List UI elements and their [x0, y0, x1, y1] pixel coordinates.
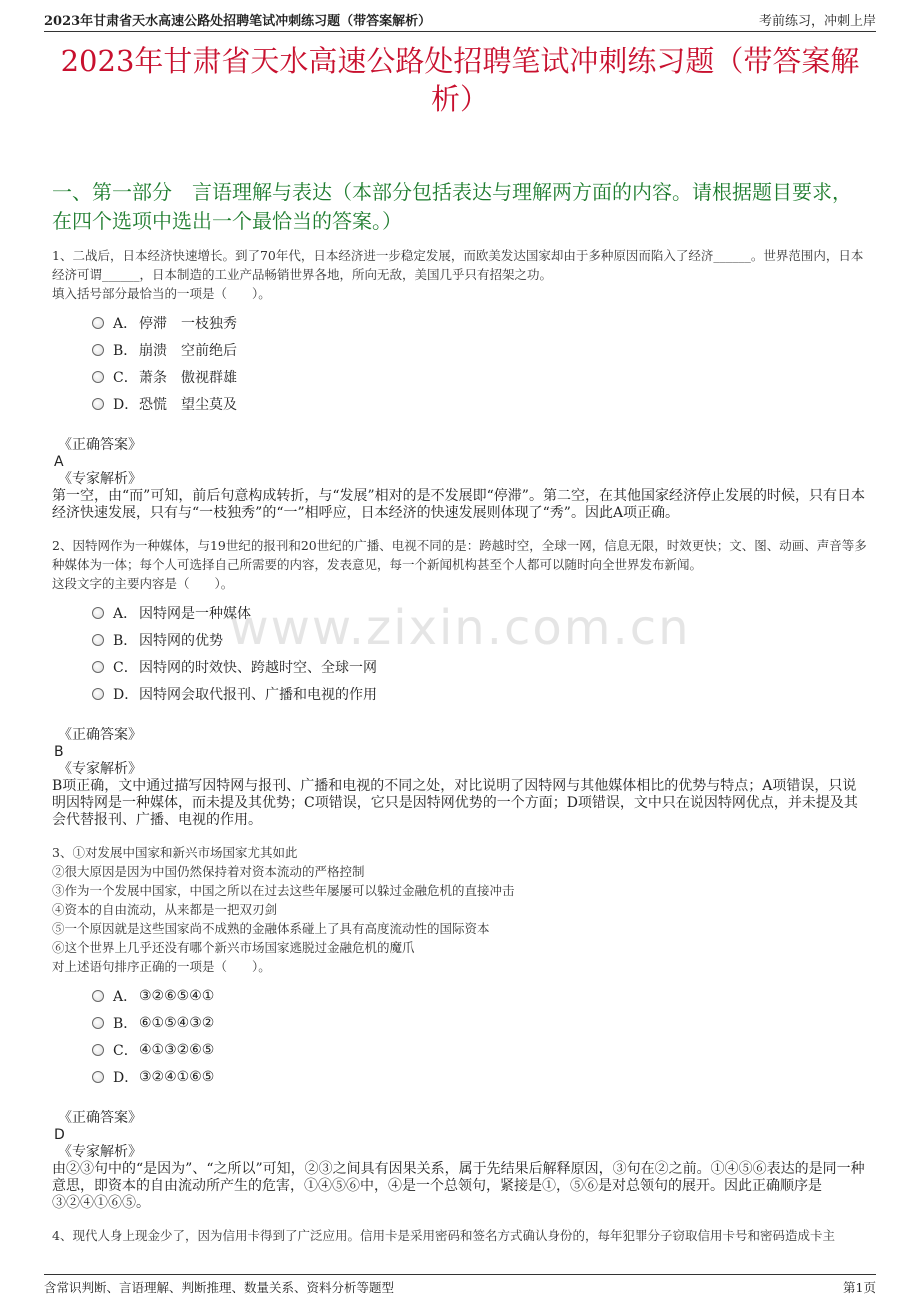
section-heading: 一、第一部分 言语理解与表达（本部分包括表达与理解两方面的内容。请根据题目要求，在四个选项中选出一个最恰当的答案。） [52, 180, 852, 233]
option-text: 因特网的优势 [139, 632, 223, 649]
question-text [52, 843, 868, 976]
question-line: 对上述语句排序正确的一项是（ ）。 [52, 959, 271, 974]
question-text [52, 536, 868, 593]
option-letter: D． [113, 686, 139, 703]
option-letter: C． [113, 659, 138, 676]
option-text: 因特网是一种媒体 [139, 605, 251, 622]
option-text: 停滞 一枝独秀 [139, 315, 237, 332]
page-number: 第1页 [843, 1280, 876, 1295]
analysis-label: 《专家解析》 [58, 1144, 142, 1160]
option-list [92, 599, 868, 707]
answer-block [52, 727, 868, 778]
option-letter: C． [113, 1042, 138, 1059]
radio-icon[interactable] [92, 634, 104, 646]
question-line: ④资本的自由流动，从来都是一把双刃剑 [52, 902, 278, 917]
answer-value: D [54, 1127, 65, 1143]
option-text: ⑥①⑤④③② [139, 1014, 215, 1031]
radio-icon[interactable] [92, 1044, 104, 1056]
watermark: www.zixin.com.cn [229, 600, 691, 656]
option-item[interactable] [92, 336, 868, 363]
question-line: 2、因特网作为一种媒体，与19世纪的报刊和20世纪的广播、电视不同的是：跨越时空，全球一网，信息无限，时效更快；文、图、动画、声音等多种媒体为一体；每个人可选择自己所需要的内容，发表意见，每一个新闻机构甚至个人都可以随时向全世界发布新闻。 [52, 538, 867, 572]
option-item[interactable] [92, 390, 868, 417]
analysis-text: B项正确，文中通过描写因特网与报刊、广播和电视的不同之处，对比说明了因特网与其他媒体相比的优势与特点；A项错误，只说明因特网是一种媒体，而未提及其优势；C项错误，它只是因特网优势的一个方面；D项错误，文中只在说因特网优点，并未提及其会代替报刊、广播、电视的作用。 [52, 778, 858, 828]
option-item[interactable] [92, 680, 868, 707]
question-line: ②很大原因是因为中国仍然保持着对资本流动的严格控制 [52, 864, 365, 879]
option-item[interactable] [92, 363, 868, 390]
option-text: 崩溃 空前绝后 [139, 342, 237, 359]
option-text: 因特网会取代报刊、广播和电视的作用 [139, 686, 377, 703]
page-footer [44, 1274, 876, 1294]
analysis-label: 《专家解析》 [58, 761, 142, 777]
document-title: 2023年甘肃省天水高速公路处招聘笔试冲刺练习题（带答案解析） [60, 44, 860, 116]
option-item[interactable] [92, 1063, 868, 1090]
option-letter: D． [113, 1069, 139, 1086]
answer-label: 《正确答案》 [58, 437, 142, 453]
option-letter: A． [113, 315, 138, 332]
question-line: ③作为一个发展中国家，中国之所以在过去这些年屡屡可以躲过金融危机的直接冲击 [52, 883, 515, 898]
option-letter: C． [113, 369, 138, 386]
option-item[interactable] [92, 982, 868, 1009]
question [52, 536, 868, 829]
question-list [52, 246, 868, 1245]
question-line: 填入括号部分最恰当的一项是（ ）。 [52, 286, 271, 301]
option-text: 因特网的时效快、跨越时空、全球一网 [139, 659, 377, 676]
radio-icon[interactable] [92, 607, 104, 619]
option-text: ④①③②⑥⑤ [139, 1041, 215, 1058]
option-item[interactable] [92, 309, 868, 336]
option-letter: B． [113, 1015, 138, 1032]
page-header [44, 10, 876, 32]
answer-block [52, 1110, 868, 1161]
question-line: ⑤一个原因就是这些国家尚不成熟的金融体系碰上了具有高度流动性的国际资本 [52, 921, 490, 936]
question [52, 246, 868, 522]
option-text: ③②⑥⑤④① [139, 987, 215, 1004]
header-slogan: 考前练习，冲刺上岸 [758, 14, 876, 29]
option-text: 恐慌 望尘莫及 [139, 396, 237, 413]
answer-label: 《正确答案》 [58, 727, 142, 743]
option-letter: A． [113, 988, 138, 1005]
option-letter: D． [113, 396, 139, 413]
question [52, 843, 868, 1212]
option-text: 萧条 傲视群雄 [139, 369, 237, 386]
question-text [52, 246, 868, 303]
question-line: ⑥这个世界上几乎还没有哪个新兴市场国家逃脱过金融危机的魔爪 [52, 940, 415, 955]
radio-icon[interactable] [92, 398, 104, 410]
answer-block [52, 437, 868, 488]
answer-label: 《正确答案》 [58, 1110, 142, 1126]
option-list [92, 309, 868, 417]
question-line: 这段文字的主要内容是（ ）。 [52, 576, 234, 591]
option-item[interactable] [92, 599, 868, 626]
radio-icon[interactable] [92, 1071, 104, 1083]
question-line: 3、①对发展中国家和新兴市场国家尤其如此 [52, 845, 298, 860]
radio-icon[interactable] [92, 317, 104, 329]
analysis-text: 由②③句中的“是因为”、“之所以”可知，②③之间具有因果关系，属于先结果后解释原因，③句在②之前。①④⑤⑥表达的是同一种意思，即资本的自由流动所产生的危害，①④⑤⑥中，④是一个总领句，紧接是①，⑤⑥是对总领句的展开。因此正确顺序是③②④①⑥⑤。 [52, 1161, 865, 1211]
footer-note: 含常识判断、言语理解、判断推理、数量关系、资料分析等题型 [44, 1280, 395, 1295]
option-letter: B． [113, 632, 138, 649]
radio-icon[interactable] [92, 990, 104, 1002]
answer-value: B [54, 744, 64, 760]
radio-icon[interactable] [92, 688, 104, 700]
option-letter: B． [113, 342, 138, 359]
option-item[interactable] [92, 1036, 868, 1063]
header-title: 2023年甘肃省天水高速公路处招聘笔试冲刺练习题（带答案解析） [44, 14, 432, 29]
option-item[interactable] [92, 1009, 868, 1036]
option-text: ③②④①⑥⑤ [139, 1068, 215, 1085]
option-item[interactable] [92, 653, 868, 680]
analysis-text: 第一空，由“而”可知，前后句意构成转折，与“发展”相对的是不发展即“停滞”。第二空，在其他国家经济停止发展的时候，只有日本经济快速发展，只有与“一枝独秀”的“一”相呼应，日本经济的快速发展则体现了“秀”。因此A项正确。 [52, 488, 865, 521]
radio-icon[interactable] [92, 371, 104, 383]
radio-icon[interactable] [92, 661, 104, 673]
radio-icon[interactable] [92, 1017, 104, 1029]
question-line: 1、二战后，日本经济快速增长。到了70年代，日本经济进一步稳定发展，而欧美发达国家却由于多种原因而陷入了经济______。世界范围内，日本经济可谓______，日本制造的工业产品畅销世界各地，所向无敌，美国几乎只有招架之功。 [52, 248, 864, 282]
question-text-partial: 4、现代人身上现金少了，因为信用卡得到了广泛应用。信用卡是采用密码和签名方式确认身份的，每年犯罪分子窃取信用卡号和密码造成卡主 [52, 1228, 835, 1243]
option-item[interactable] [92, 626, 868, 653]
option-list [92, 982, 868, 1090]
analysis-label: 《专家解析》 [58, 471, 142, 487]
radio-icon[interactable] [92, 344, 104, 356]
option-letter: A． [113, 605, 138, 622]
answer-value: A [54, 454, 64, 470]
